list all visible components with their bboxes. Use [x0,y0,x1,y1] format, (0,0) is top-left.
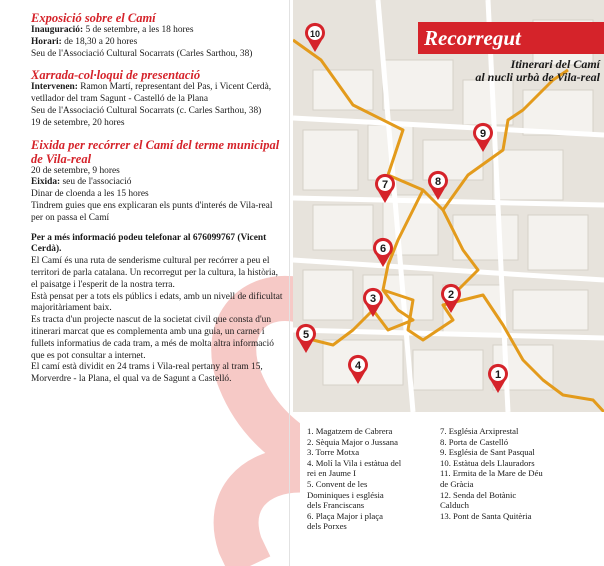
legend-item: Dominiques i església [307,489,384,500]
legend-item: de Gràcia [440,478,474,489]
event-line: 19 de setembre, 20 hores [31,117,125,128]
event-title: Exposició sobre el Camí [31,11,156,25]
svg-text:6: 6 [379,243,387,255]
legend-right [440,426,600,521]
event-line: Eixida: seu de l'associació [31,177,132,188]
event-line: Seu de l'Associació Cultural Socarrats (Carles Sarthou, 38) [31,48,253,59]
event-title: Xarrada-col·loqui de presentació [31,68,201,83]
marker-3[interactable] [363,288,383,317]
phone-note: Per a més informació podeu telefonar al 676099767 (Vicent Cerdà). [31,232,267,255]
event-exhibition [31,11,283,60]
legend-item: 5. Convent de les [307,478,368,489]
legend-item: 2. Sèquia Major o Jussana [307,436,398,447]
event-walk [31,138,283,225]
marker-7[interactable] [375,174,395,203]
svg-text:7: 7 [381,179,389,191]
marker-2[interactable] [441,284,461,313]
svg-text:10: 10 [309,29,321,39]
legend-item: rei en Jaume I [307,468,356,479]
marker-6[interactable] [373,238,393,267]
svg-text:9: 9 [479,128,487,140]
event-line: 20 de setembre, 9 hores [31,165,120,176]
route-subtitle: Itinerari del Camí al nucli urbà de Vila-real [475,57,600,84]
svg-text:8: 8 [434,176,442,188]
paragraph: El Camí és una ruta de senderisme cultural per recórrer a peu el territori de parla catalana. Un recorregut per la cultura, la història, el paisatge i l'esperit de la nostra terra. [31,256,279,290]
svg-text:1: 1 [494,369,502,381]
legend-item: Calduch [440,500,469,511]
svg-text:4: 4 [354,360,362,372]
legend-item: 9. Església de Sant Pasqual [440,447,535,458]
legend-item: 4. Molí la Vila i estàtua del [307,457,402,468]
legend-item: 13. Pont de Santa Quitèria [440,510,532,521]
legend-left [307,426,445,532]
marker-1[interactable] [488,364,508,393]
event-talk [31,68,283,129]
marker-8[interactable] [428,171,448,200]
paragraph: El camí està dividit en 24 trams i Vila-real pertany al tram 15, Morverdre - la Plana, el qual va de Sagunt a Castelló. [31,362,263,385]
fold-line [289,0,290,566]
marker-4[interactable] [348,355,368,384]
legend-item: 6. Plaça Major i plaça [307,510,383,521]
paragraph: Està pensat per a tots els públics i edats, amb un nivell de dificultat majoritàriament baix. [31,291,283,314]
legend-item: dels Franciscans [307,500,365,511]
events-column [31,11,283,386]
event-line: Intervenen: Ramon Martí, representant del Pas, i Vicent Cerdà, vetllador del tram Sagunt - Castelló de la Plana [31,82,272,105]
legend-item: 3. Torre Motxa [307,447,360,458]
legend-item: 7. Església Arxiprestal [440,426,519,436]
legend-item: dels Porxes [307,521,347,532]
event-title: Eixida per recórrer el Camí del terme municipal de Vila-real [31,137,280,166]
marker-9[interactable] [473,123,493,152]
svg-text:2: 2 [447,289,455,301]
legend-item: 11. Ermita de la Mare de Déu [440,468,543,479]
event-line: Horari: de 18,30 a 20 hores [31,36,138,47]
legend-item: 8. Porta de Castelló [440,436,509,447]
route-banner-title: Recorregut [424,26,521,50]
marker-5[interactable] [296,324,316,353]
legend-item: 1. Magatzem de Cabrera [307,426,393,436]
svg-text:3: 3 [369,293,377,305]
event-line: Tindrem guies que ens explicaran els punts d'interés de Vila-real per on passa el Camí [31,200,273,223]
marker-10[interactable] [305,23,325,52]
paragraph: Es tracta d'un projecte nascut de la societat civil que consta d'un itinerari marcat que es complementa amb una guia, un carnet i fullets informatius de cada tram, a més de molta altra informació que es pot consultar a internet. [31,315,274,361]
svg-text:5: 5 [302,329,310,341]
legend-item: 12. Senda del Botànic [440,489,517,500]
event-line: Inauguració: 5 de setembre, a les 18 hores [31,25,194,35]
event-line: Seu de l'Associació Cultural Socarrats (c. Carles Sarthou, 38) [31,105,262,116]
event-line: Dinar de cloenda a les 15 hores [31,189,149,200]
legend-item: 10. Estàtua dels Llauradors [440,457,535,468]
